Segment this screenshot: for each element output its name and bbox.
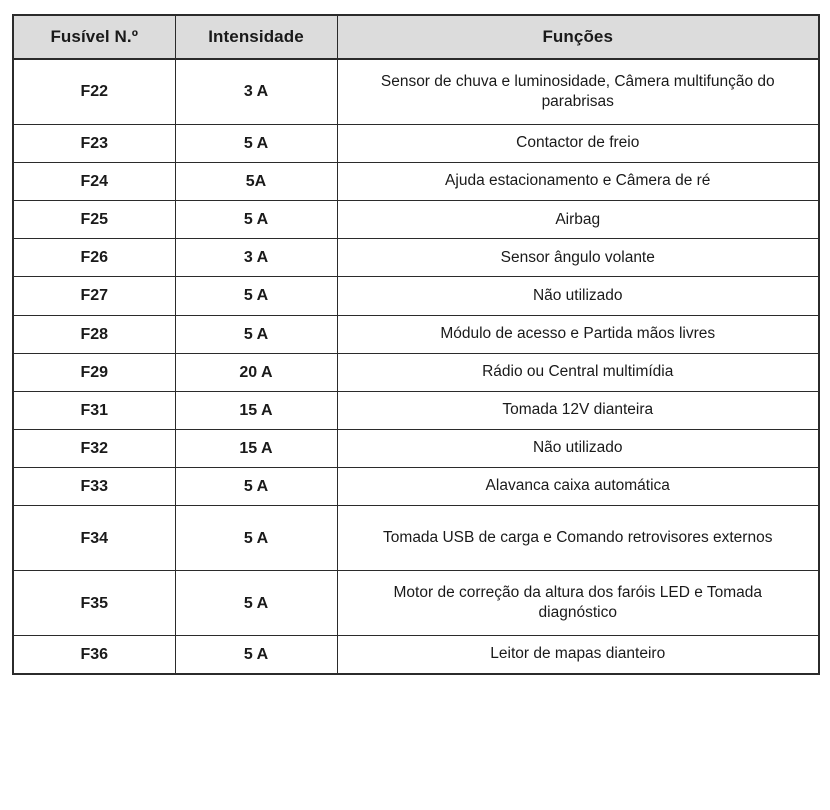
cell-functions: Tomada USB de carga e Comando retrovisores externos [337, 506, 819, 571]
cell-amperage: 5 A [175, 571, 337, 636]
table-row [13, 506, 819, 571]
cell-functions: Tomada 12V dianteira [337, 391, 819, 429]
cell-amperage: 5 A [175, 277, 337, 315]
cell-amperage: 5 A [175, 467, 337, 505]
cell-amperage: 5 A [175, 125, 337, 163]
cell-fuse-number: F24 [13, 163, 175, 201]
table-header [13, 15, 819, 59]
cell-amperage: 5 A [175, 201, 337, 239]
table-row [13, 59, 819, 125]
column-header-amperage: Intensidade [175, 15, 337, 59]
cell-fuse-number: F23 [13, 125, 175, 163]
cell-fuse-number: F34 [13, 506, 175, 571]
table-row [13, 467, 819, 505]
table-header-row [13, 15, 819, 59]
cell-functions: Sensor ângulo volante [337, 239, 819, 277]
table-body [13, 59, 819, 674]
cell-functions: Leitor de mapas dianteiro [337, 636, 819, 675]
cell-amperage: 5 A [175, 315, 337, 353]
cell-amperage: 15 A [175, 429, 337, 467]
table-row [13, 201, 819, 239]
cell-functions: Ajuda estacionamento e Câmera de ré [337, 163, 819, 201]
cell-amperage: 5A [175, 163, 337, 201]
column-header-functions: Funções [337, 15, 819, 59]
cell-amperage: 20 A [175, 353, 337, 391]
table-row [13, 239, 819, 277]
cell-fuse-number: F35 [13, 571, 175, 636]
table-row [13, 571, 819, 636]
cell-functions: Airbag [337, 201, 819, 239]
table-row [13, 163, 819, 201]
cell-functions: Contactor de freio [337, 125, 819, 163]
cell-functions: Alavanca caixa automática [337, 467, 819, 505]
cell-functions: Não utilizado [337, 429, 819, 467]
cell-fuse-number: F25 [13, 201, 175, 239]
fuse-assignment-table [12, 14, 820, 675]
table-row [13, 636, 819, 675]
cell-fuse-number: F31 [13, 391, 175, 429]
cell-amperage: 3 A [175, 59, 337, 125]
cell-functions: Motor de correção da altura dos faróis LED e Tomada diagnóstico [337, 571, 819, 636]
cell-functions: Não utilizado [337, 277, 819, 315]
cell-fuse-number: F26 [13, 239, 175, 277]
table-row [13, 353, 819, 391]
cell-fuse-number: F29 [13, 353, 175, 391]
table-row [13, 125, 819, 163]
cell-amperage: 5 A [175, 506, 337, 571]
table-row [13, 429, 819, 467]
cell-fuse-number: F22 [13, 59, 175, 125]
column-header-fuse-number: Fusível N.º [13, 15, 175, 59]
cell-fuse-number: F33 [13, 467, 175, 505]
cell-functions: Rádio ou Central multimídia [337, 353, 819, 391]
cell-fuse-number: F28 [13, 315, 175, 353]
table-row [13, 315, 819, 353]
cell-functions: Sensor de chuva e luminosidade, Câmera multifunção do parabrisas [337, 59, 819, 125]
cell-fuse-number: F36 [13, 636, 175, 675]
cell-amperage: 5 A [175, 636, 337, 675]
cell-fuse-number: F27 [13, 277, 175, 315]
cell-functions: Módulo de acesso e Partida mãos livres [337, 315, 819, 353]
cell-amperage: 3 A [175, 239, 337, 277]
table-row [13, 391, 819, 429]
cell-fuse-number: F32 [13, 429, 175, 467]
table-row [13, 277, 819, 315]
cell-amperage: 15 A [175, 391, 337, 429]
